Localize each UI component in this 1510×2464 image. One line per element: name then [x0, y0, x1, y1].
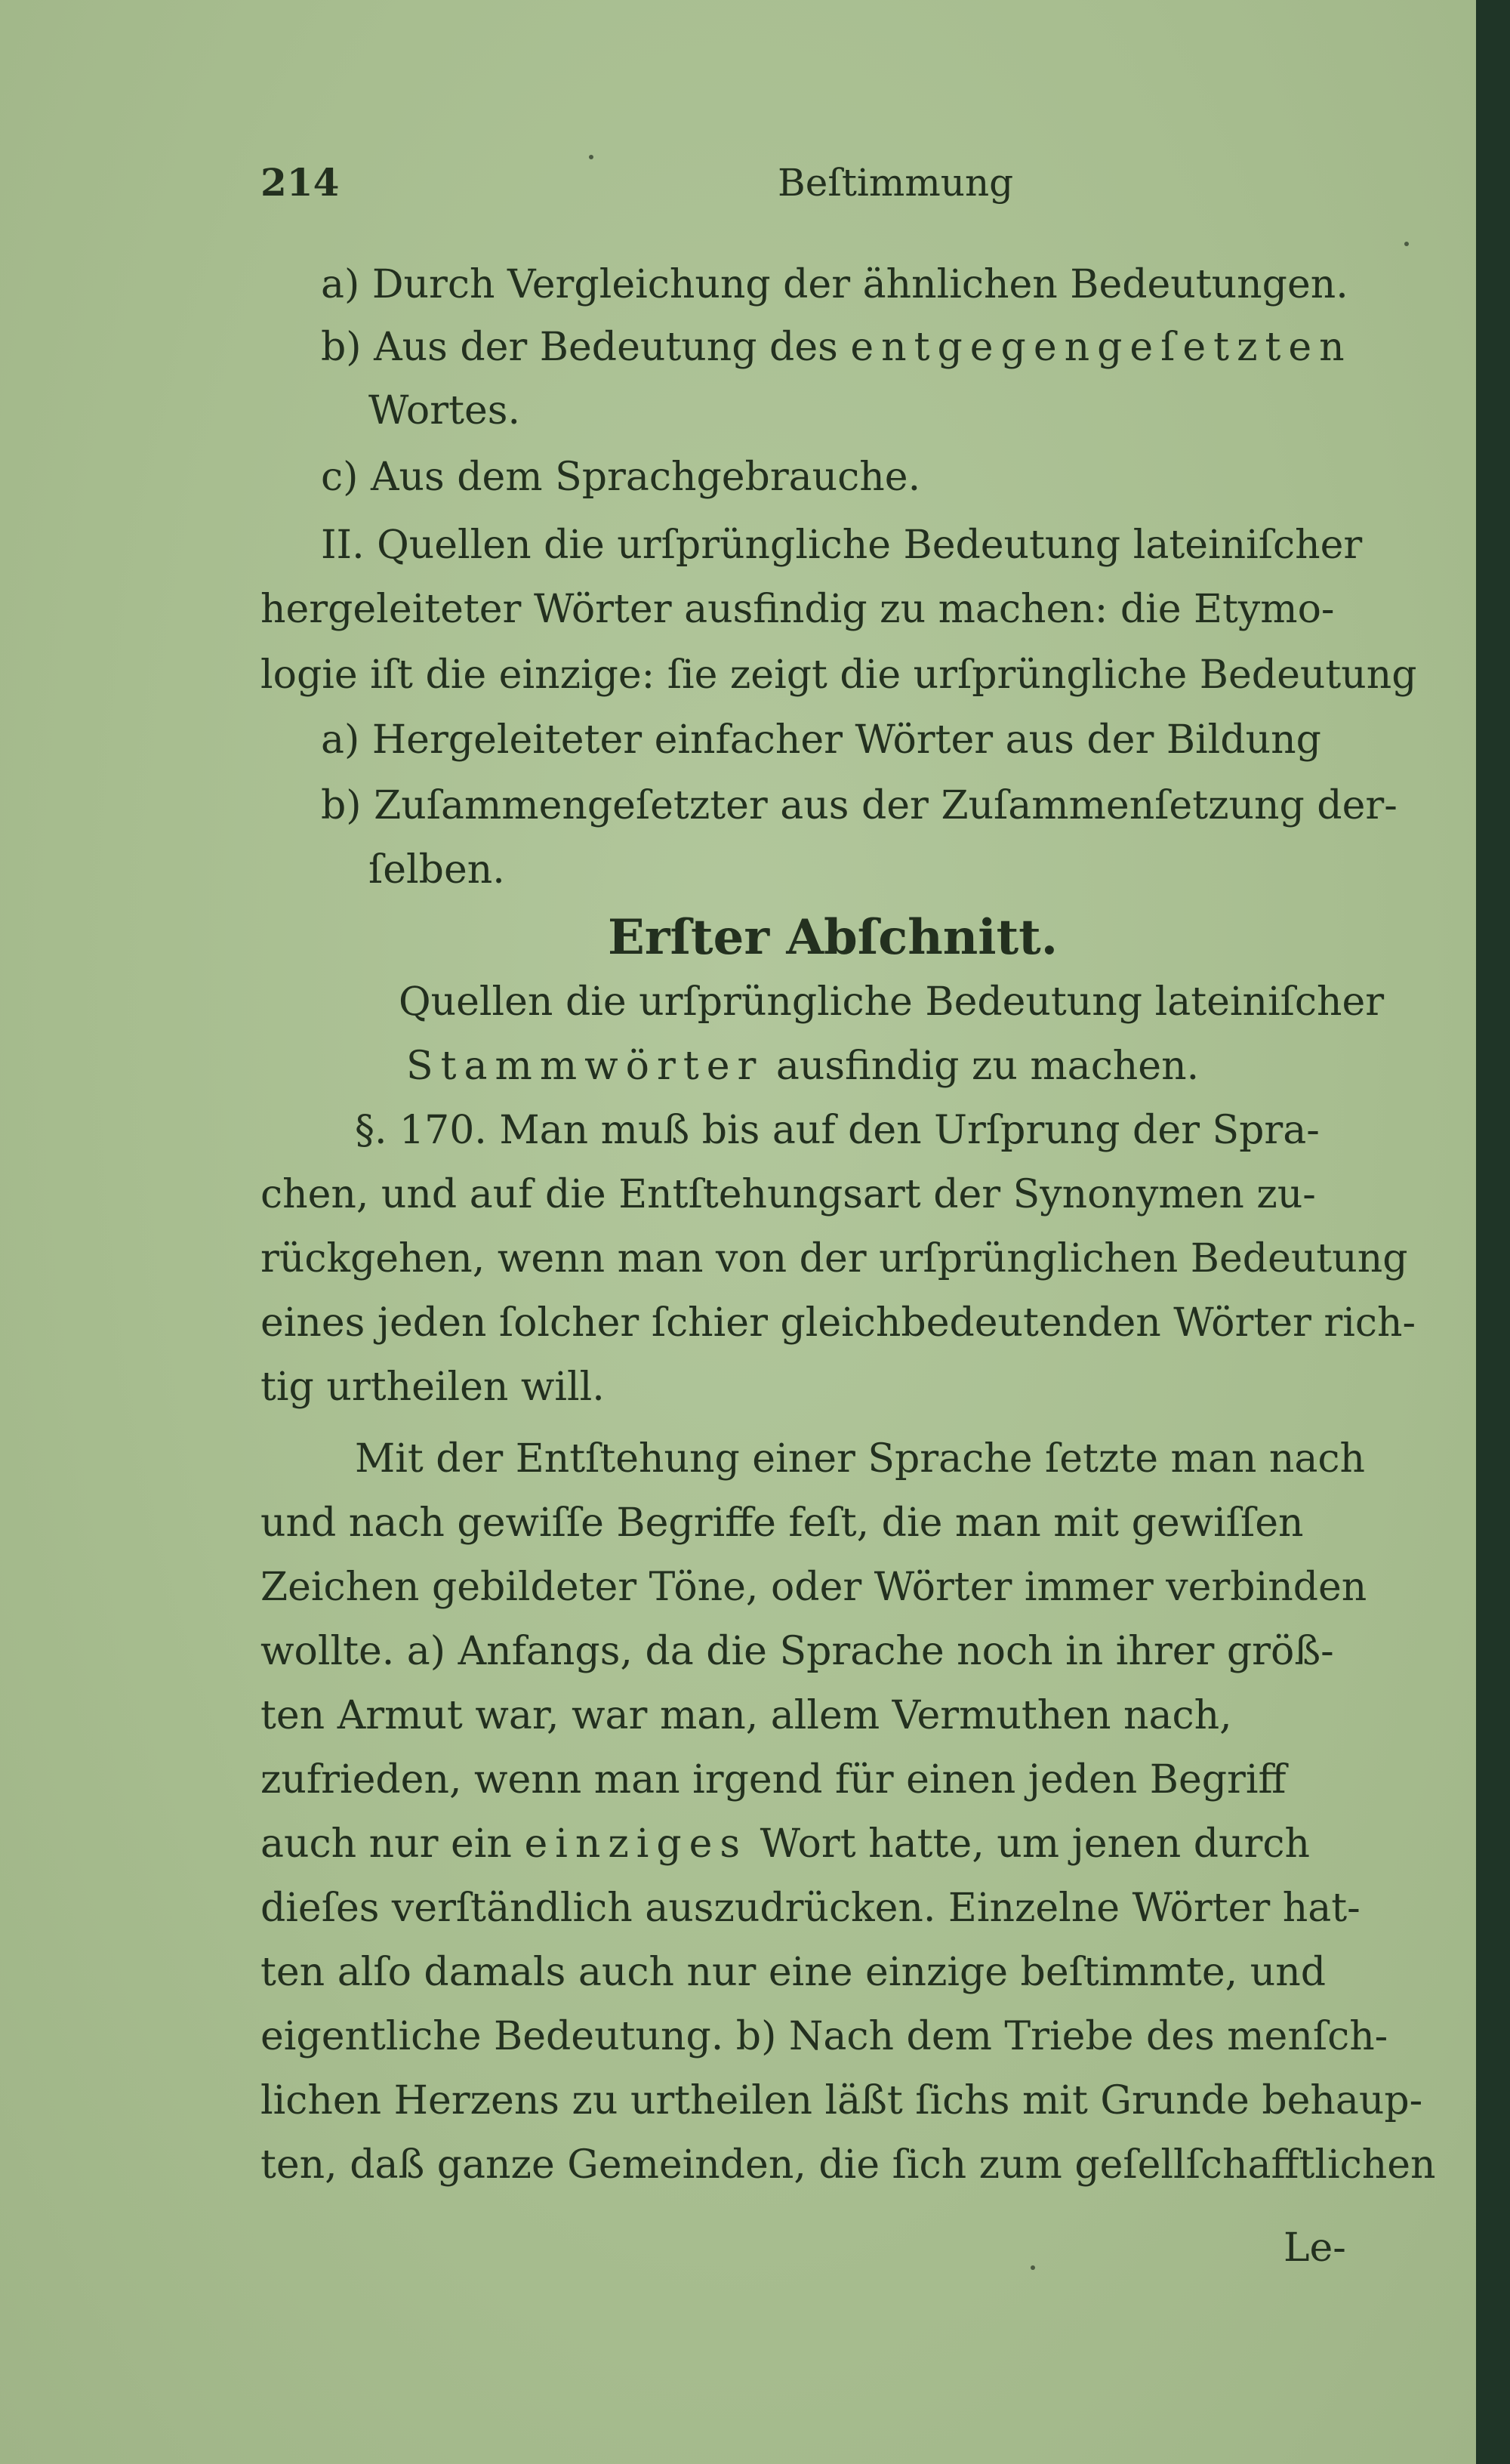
page-number: 214 — [260, 160, 340, 205]
body-line-17: ten, daß ganze Gemeinden, die ſich zum geſellſchafftlichen — [260, 2142, 1436, 2188]
page-edge — [1476, 0, 1510, 2464]
body-line-9: wollte. a) Anfangs, da die Sprache noch in ihrer größ- — [260, 1629, 1334, 1674]
line-b-text: b) Aus der Bedeutung des — [321, 325, 838, 370]
running-title: Beſtimmung — [778, 161, 1014, 205]
line-a-vergleichung: a) Durch Vergleichung der ähnlichen Bedeutungen. — [321, 262, 1348, 307]
body-line-12-start: auch nur ein — [260, 1821, 512, 1867]
section-subtitle-2 — [406, 1035, 1199, 1098]
line-a-hergeleiteter: a) Hergeleiteter einfacher Wörter aus der Bildung — [321, 717, 1321, 763]
body-line-5: tig urtheilen will. — [260, 1365, 605, 1410]
line-ii-quellen: II. Quellen die urſprüngliche Bedeutung lateiniſcher — [321, 523, 1363, 568]
body-line-10: ten Armut war, war man, allem Vermuthen nach, — [260, 1693, 1232, 1738]
line-b-zusammengesetzter: b) Zuſammengeſetzter aus der Zuſammenſetzung der- — [321, 783, 1398, 828]
body-line-11: zufrieden, wenn man irgend für einen jeden Begriff — [260, 1757, 1287, 1803]
line-logie: logie iſt die einzige: ſie zeigt die urſprüngliche Bedeutung — [260, 652, 1417, 698]
line-hergeleiteter: hergeleiteter Wörter ausfindig zu machen: die Etymo- — [260, 587, 1335, 632]
line-selben: ſelben. — [368, 847, 505, 893]
section-subtitle-rest: ausfindig zu machen. — [775, 1044, 1200, 1089]
section-subtitle-spaced-word: Stammwörter — [406, 1044, 764, 1089]
body-line-7: und nach gewiſſe Begriffe feſt, die man mit gewiſſen — [260, 1500, 1304, 1546]
paper-speck — [589, 155, 593, 159]
paper-speck — [1031, 2265, 1035, 2270]
body-line-16: lichen Herzens zu urtheilen läßt ſichs mit Grunde behaup- — [260, 2078, 1423, 2123]
catchword: Le- — [1284, 2225, 1346, 2271]
body-line-2: chen, und auf die Entſtehungsart der Synonymen zu- — [260, 1172, 1316, 1217]
body-line-12-end: Wort hatte, um jenen durch — [760, 1821, 1311, 1867]
body-line-15: eigentliche Bedeutung. b) Nach dem Triebe des menſch- — [260, 2014, 1388, 2059]
body-line-8: Zeichen gebildeter Töne, oder Wörter immer verbinden — [260, 1565, 1367, 1610]
line-c-sprachgebrauch: c) Aus dem Sprachgebrauche. — [321, 455, 921, 500]
line-b-bedeutung — [321, 316, 1352, 379]
body-line-12-spaced-word: einziges — [524, 1821, 748, 1867]
line-b-spaced-word: entgegengeſetzten — [850, 325, 1352, 370]
body-line-6: Mit der Entſtehung einer Sprache ſetzte man nach — [355, 1436, 1365, 1482]
paper-speck — [1404, 242, 1409, 246]
body-line-12 — [260, 1812, 1310, 1876]
body-line-14: ten alſo damals auch nur eine einzige beſtimmte, und — [260, 1950, 1327, 1995]
body-line-13: dieſes verſtändlich auszudrücken. Einzelne Wörter hat- — [260, 1886, 1361, 1931]
body-line-1: §. 170. Man muß bis auf den Urſprung der Spra- — [355, 1108, 1320, 1153]
body-line-4: eines jeden ſolcher ſchier gleichbedeutenden Wörter rich- — [260, 1300, 1416, 1346]
line-wortes: Wortes. — [368, 388, 520, 433]
section-heading: Erſter Abſchnitt. — [608, 909, 1058, 966]
body-line-3: rückgehen, wenn man von der urſprünglichen Bedeutung — [260, 1236, 1408, 1281]
section-subtitle-1: Quellen die urſprüngliche Bedeutung lateiniſcher — [399, 979, 1385, 1025]
